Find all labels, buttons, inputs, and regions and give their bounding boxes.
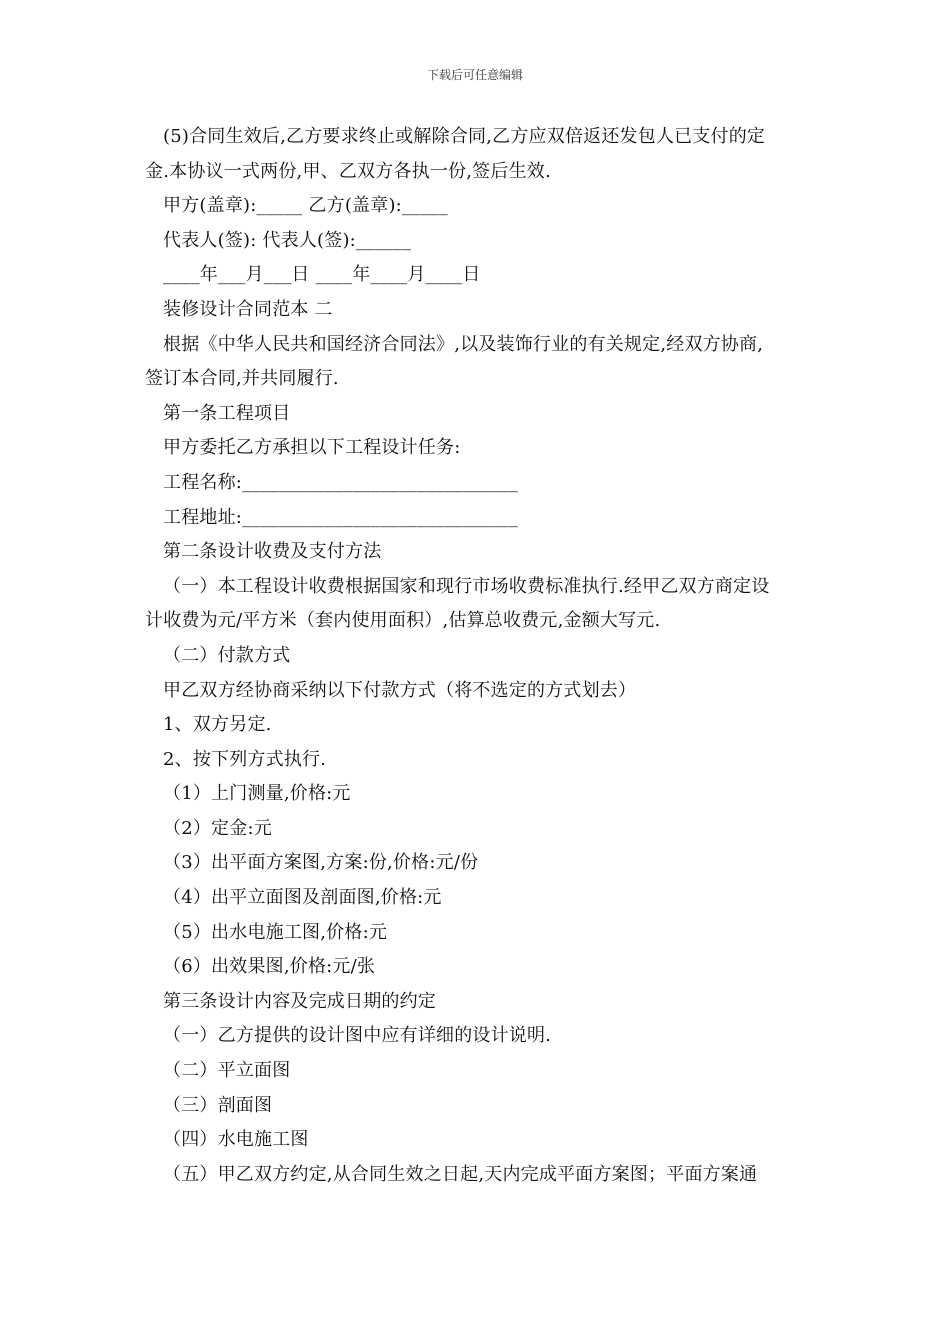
text-line: 第二条设计收费及支付方法: [163, 541, 382, 563]
text-line: （一）本工程设计收费根据国家和现行市场收费标准执行.经甲乙双方商定设: [163, 575, 770, 597]
text-line: （四）水电施工图: [163, 1129, 309, 1151]
text-line: 1、双方另定.: [163, 714, 272, 736]
text-line: （3）出平面方案图,方案:份,价格:元/份: [163, 852, 479, 874]
text-line: 第三条设计内容及完成日期的约定: [163, 990, 436, 1012]
text-line: （五）甲乙双方约定,从合同生效之日起,天内完成平面方案图；平面方案通: [163, 1163, 758, 1185]
text-line: 根据《中华人民共和国经济合同法》,以及装饰行业的有关规定,经双方协商,: [163, 333, 764, 355]
text-line: 甲方(盖章):_____ 乙方(盖章):_____: [163, 195, 448, 217]
page-header: 下载后可任意编辑: [426, 68, 523, 82]
text-line: 工程名称:______________________________: [163, 471, 519, 493]
text-line: 代表人(签): 代表人(签):______: [163, 229, 412, 251]
text-line: (5)合同生效后,乙方要求终止或解除合同,乙方应双倍返还发包人已支付的定: [163, 126, 766, 147]
text-line: （三）剖面图: [163, 1094, 273, 1116]
text-line: 装修设计合同范本 二: [163, 298, 333, 320]
text-line: 金.本协议一式两份,甲、乙双方各执一份,签后生效.: [145, 160, 551, 182]
text-line: 工程地址:______________________________: [163, 506, 519, 528]
text-line: 签订本合同,并共同履行.: [145, 368, 339, 390]
text-line: 甲乙双方经协商采纳以下付款方式（将不选定的方式划去）: [163, 679, 637, 701]
text-line: （一）乙方提供的设计图中应有详细的设计说明.: [163, 1025, 552, 1047]
text-line: 计收费为元/平方米（套内使用面积）,估算总收费元,金额大写元.: [145, 610, 661, 632]
text-line: （二）付款方式: [163, 644, 291, 666]
text-line: 甲方委托乙方承担以下工程设计任务:: [163, 437, 461, 459]
text-line: （1）上门测量,价格:元: [163, 783, 351, 805]
text-line: 第一条工程项目: [163, 402, 291, 424]
text-line: （4）出平立面图及剖面图,价格:元: [163, 887, 442, 909]
text-line: （6）出效果图,价格:元/张: [163, 956, 376, 978]
text-line: 2、按下列方式执行.: [163, 748, 327, 770]
text-line: （2）定金:元: [163, 817, 272, 839]
text-line: ____年___月___日 ____年____月____日: [163, 264, 481, 286]
document-body: [145, 120, 810, 1192]
text-line: （5）出水电施工图,价格:元: [163, 921, 388, 943]
text-line: （二）平立面图: [163, 1060, 291, 1082]
